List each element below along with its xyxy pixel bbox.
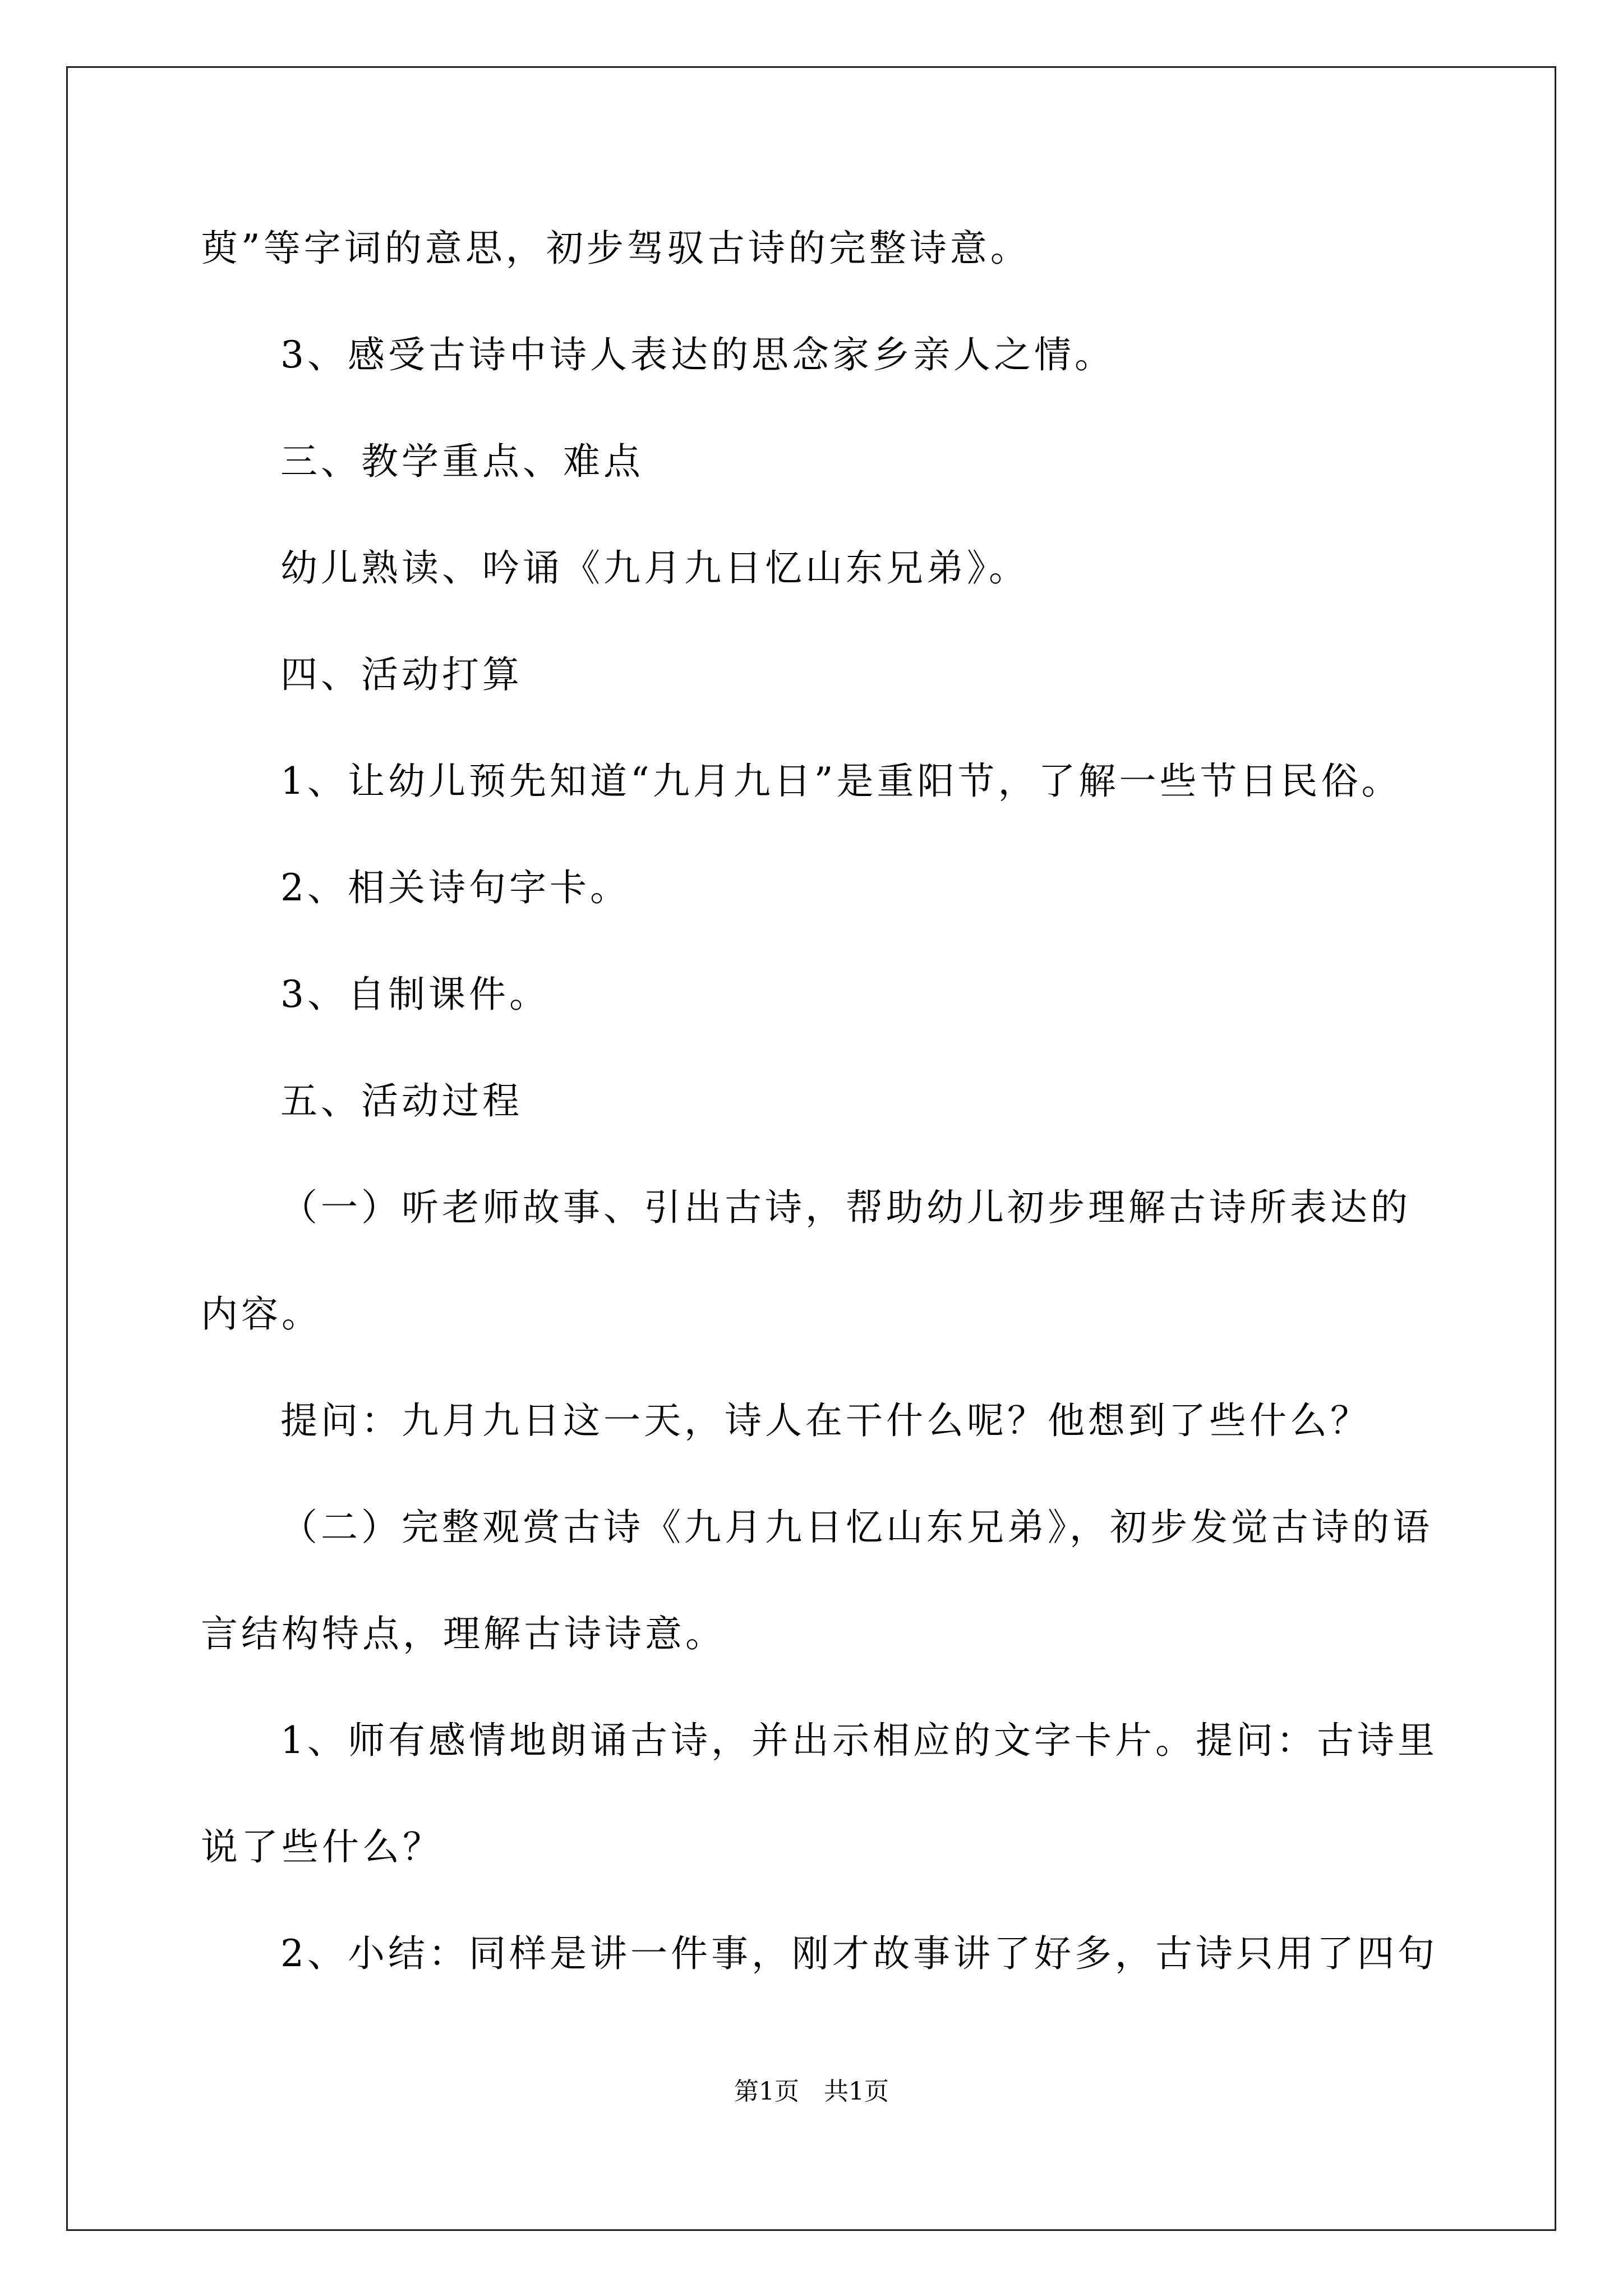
paragraph-line: 言结构特点，理解古诗诗意。 [201, 1612, 726, 1655]
paragraph-line: 3、感受古诗中诗人表达的思念家乡亲人之情。 [280, 333, 1115, 376]
paragraph-line: （二）完整观赏古诗《九月九日忆山东兄弟》，初步发觉古诗的语 [280, 1506, 1433, 1549]
section-heading: 三、教学重点、难点 [280, 440, 644, 483]
paragraph-line: 萸”等字词的意思，初步驾驭古诗的完整诗意。 [201, 227, 1031, 270]
paragraph-line: 2、相关诗句字卡。 [280, 866, 630, 909]
paragraph-line: 幼儿熟读、吟诵《九月九日忆山东兄弟》。 [280, 546, 1029, 590]
section-heading: 四、活动打算 [280, 653, 523, 696]
paragraph-line: 3、自制课件。 [280, 973, 550, 1016]
paragraph-line: 内容。 [201, 1292, 322, 1336]
page-border [66, 66, 1556, 2231]
paragraph-line: 说了些什么？ [201, 1825, 443, 1869]
paragraph-line: 1、师有感情地朗诵古诗，并出示相应的文字卡片。提问：古诗里 [280, 1719, 1438, 1762]
paragraph-line: 1、让幼儿预先知道“九月九日”是重阳节，了解一些节日民俗。 [280, 760, 1402, 803]
paragraph-line: 2、小结：同样是讲一件事，刚才故事讲了好多，古诗只用了四句 [280, 1932, 1438, 1975]
paragraph-line: （一）听老师故事、引出古诗，帮助幼儿初步理解古诗所表达的 [280, 1186, 1411, 1229]
section-heading: 五、活动过程 [280, 1079, 523, 1122]
paragraph-line: 提问：九月九日这一天，诗人在干什么呢？他想到了些什么？ [280, 1399, 1371, 1442]
page-footer: 第1页 共1页 [734, 2077, 889, 2106]
